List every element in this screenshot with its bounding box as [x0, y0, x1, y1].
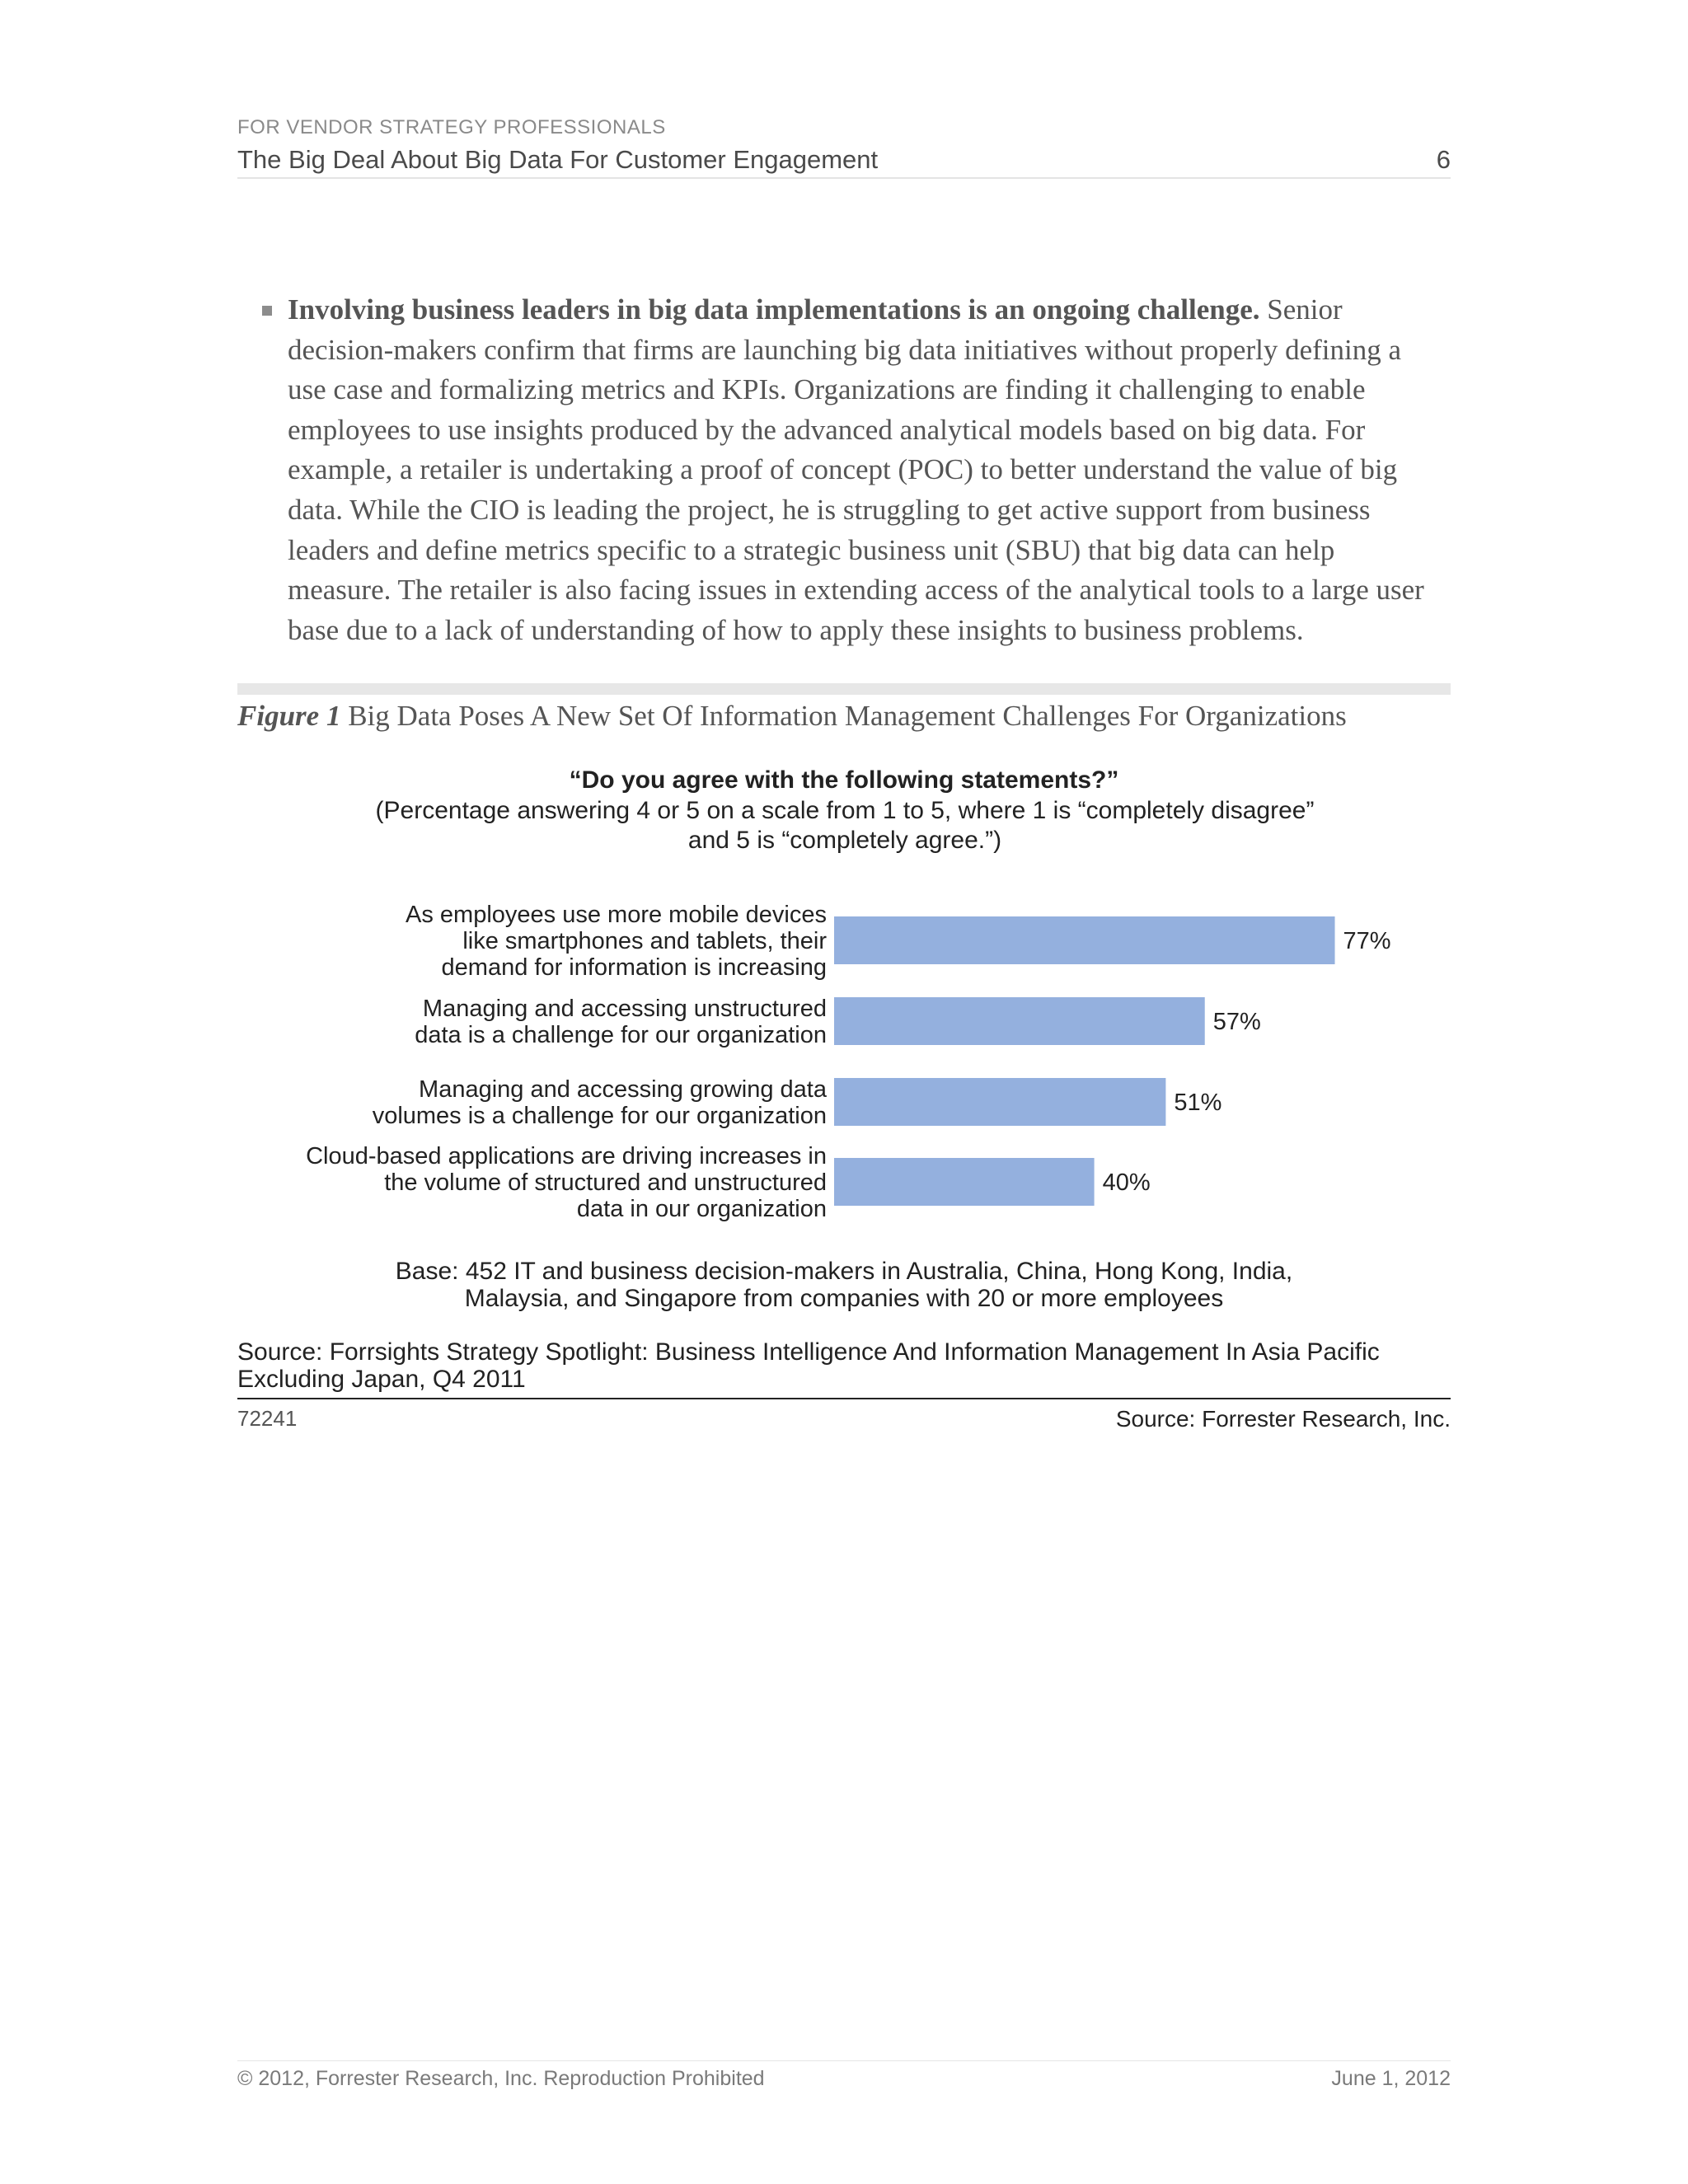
figure-id: 72241	[237, 1406, 298, 1431]
bullet-lead: Involving business leaders in big data implementations is an ongoing challenge.	[288, 293, 1260, 326]
category-label-1-line-1: As employees use more mobile devices	[406, 902, 827, 928]
bar-value-label-4: 40%	[1102, 1169, 1151, 1196]
base-note-line-2: Malaysia, and Singapore from companies with 20 or more employees	[464, 1285, 1224, 1312]
figure-title: Big Data Poses A New Set Of Information Management Challenges For Organizations	[348, 700, 1347, 732]
bar-3	[834, 1078, 1165, 1126]
figure-source: Source: Forrester Research, Inc.	[1115, 1406, 1451, 1432]
category-label-1-line-3: demand for information is increasing	[441, 954, 827, 981]
category-label-4-line-3: data in our organization	[576, 1196, 827, 1222]
footer-copyright: © 2012, Forrester Research, Inc. Reproduction Prohibited	[237, 2067, 765, 2090]
chart-question: “Do you agree with the following statements?”	[569, 766, 1119, 794]
source-note-line-2: Excluding Japan, Q4 2011	[237, 1366, 526, 1393]
category-label-3-line-2: volumes is a challenge for our organization	[372, 1103, 827, 1129]
category-label-4-line-2: the volume of structured and unstructured	[384, 1169, 827, 1196]
category-label-1-line-2: like smartphones and tablets, their	[462, 928, 827, 954]
category-label-4-line-1: Cloud-based applications are driving increases in	[306, 1143, 827, 1169]
footer-date: June 1, 2012	[1331, 2067, 1451, 2090]
chart-subtitle-line-1: (Percentage answering 4 or 5 on a scale from 1 to 5, where 1 is “completely disagree”	[375, 797, 1315, 824]
bar-value-label-1: 77%	[1343, 928, 1391, 954]
base-note-line-1: Base: 452 IT and business decision-makers in Australia, China, Hong Kong, India,	[395, 1258, 1293, 1285]
bullet-text: Senior decision-makers confirm that firms are launching big data initiatives without properly defining a use case and formalizing metrics and KPIs. Organizations are finding it challenging to enable employees to use insights produced by the advanced analytical models based on big data. For example, a retailer is undertaking a proof of concept (POC) to better understand the value of big data. While the CIO is leading the project, he is struggling to get active support from business leaders and define metrics specific to a strategic business unit (SBU) that big data can help measure. The retailer is also facing issues in extending access of the analytical tools to a large user base due to a lack of understanding of how to apply these insights to business problems.	[288, 293, 1424, 646]
source-note	[237, 1338, 1451, 1393]
bar-4	[834, 1158, 1095, 1206]
bar-value-label-2: 57%	[1212, 1009, 1261, 1035]
figure-label: Figure 1	[237, 700, 341, 732]
bar-2	[834, 997, 1205, 1045]
chart-subtitle-line-2: and 5 is “completely agree.”)	[687, 827, 1002, 854]
bar-value-label-3: 51%	[1174, 1090, 1222, 1116]
page-number: 6	[1436, 145, 1451, 174]
bar-1	[834, 916, 1335, 964]
category-label-2-line-2: data is a challenge for our organization	[415, 1022, 827, 1048]
header-title: The Big Deal About Big Data For Customer Engagement	[237, 145, 879, 174]
source-divider	[237, 1398, 1451, 1399]
category-label-2-line-1: Managing and accessing unstructured	[422, 996, 827, 1022]
category-label-3-line-1: Managing and accessing growing data	[419, 1076, 827, 1103]
source-note-line-1: Source: Forrsights Strategy Spotlight: Business Intelligence And Information Management In Asia Pacific	[237, 1338, 1380, 1366]
base-note	[237, 1258, 1451, 1312]
footer-divider	[237, 2060, 1451, 2061]
header-series: FOR VENDOR STRATEGY PROFESSIONALS	[237, 116, 666, 138]
